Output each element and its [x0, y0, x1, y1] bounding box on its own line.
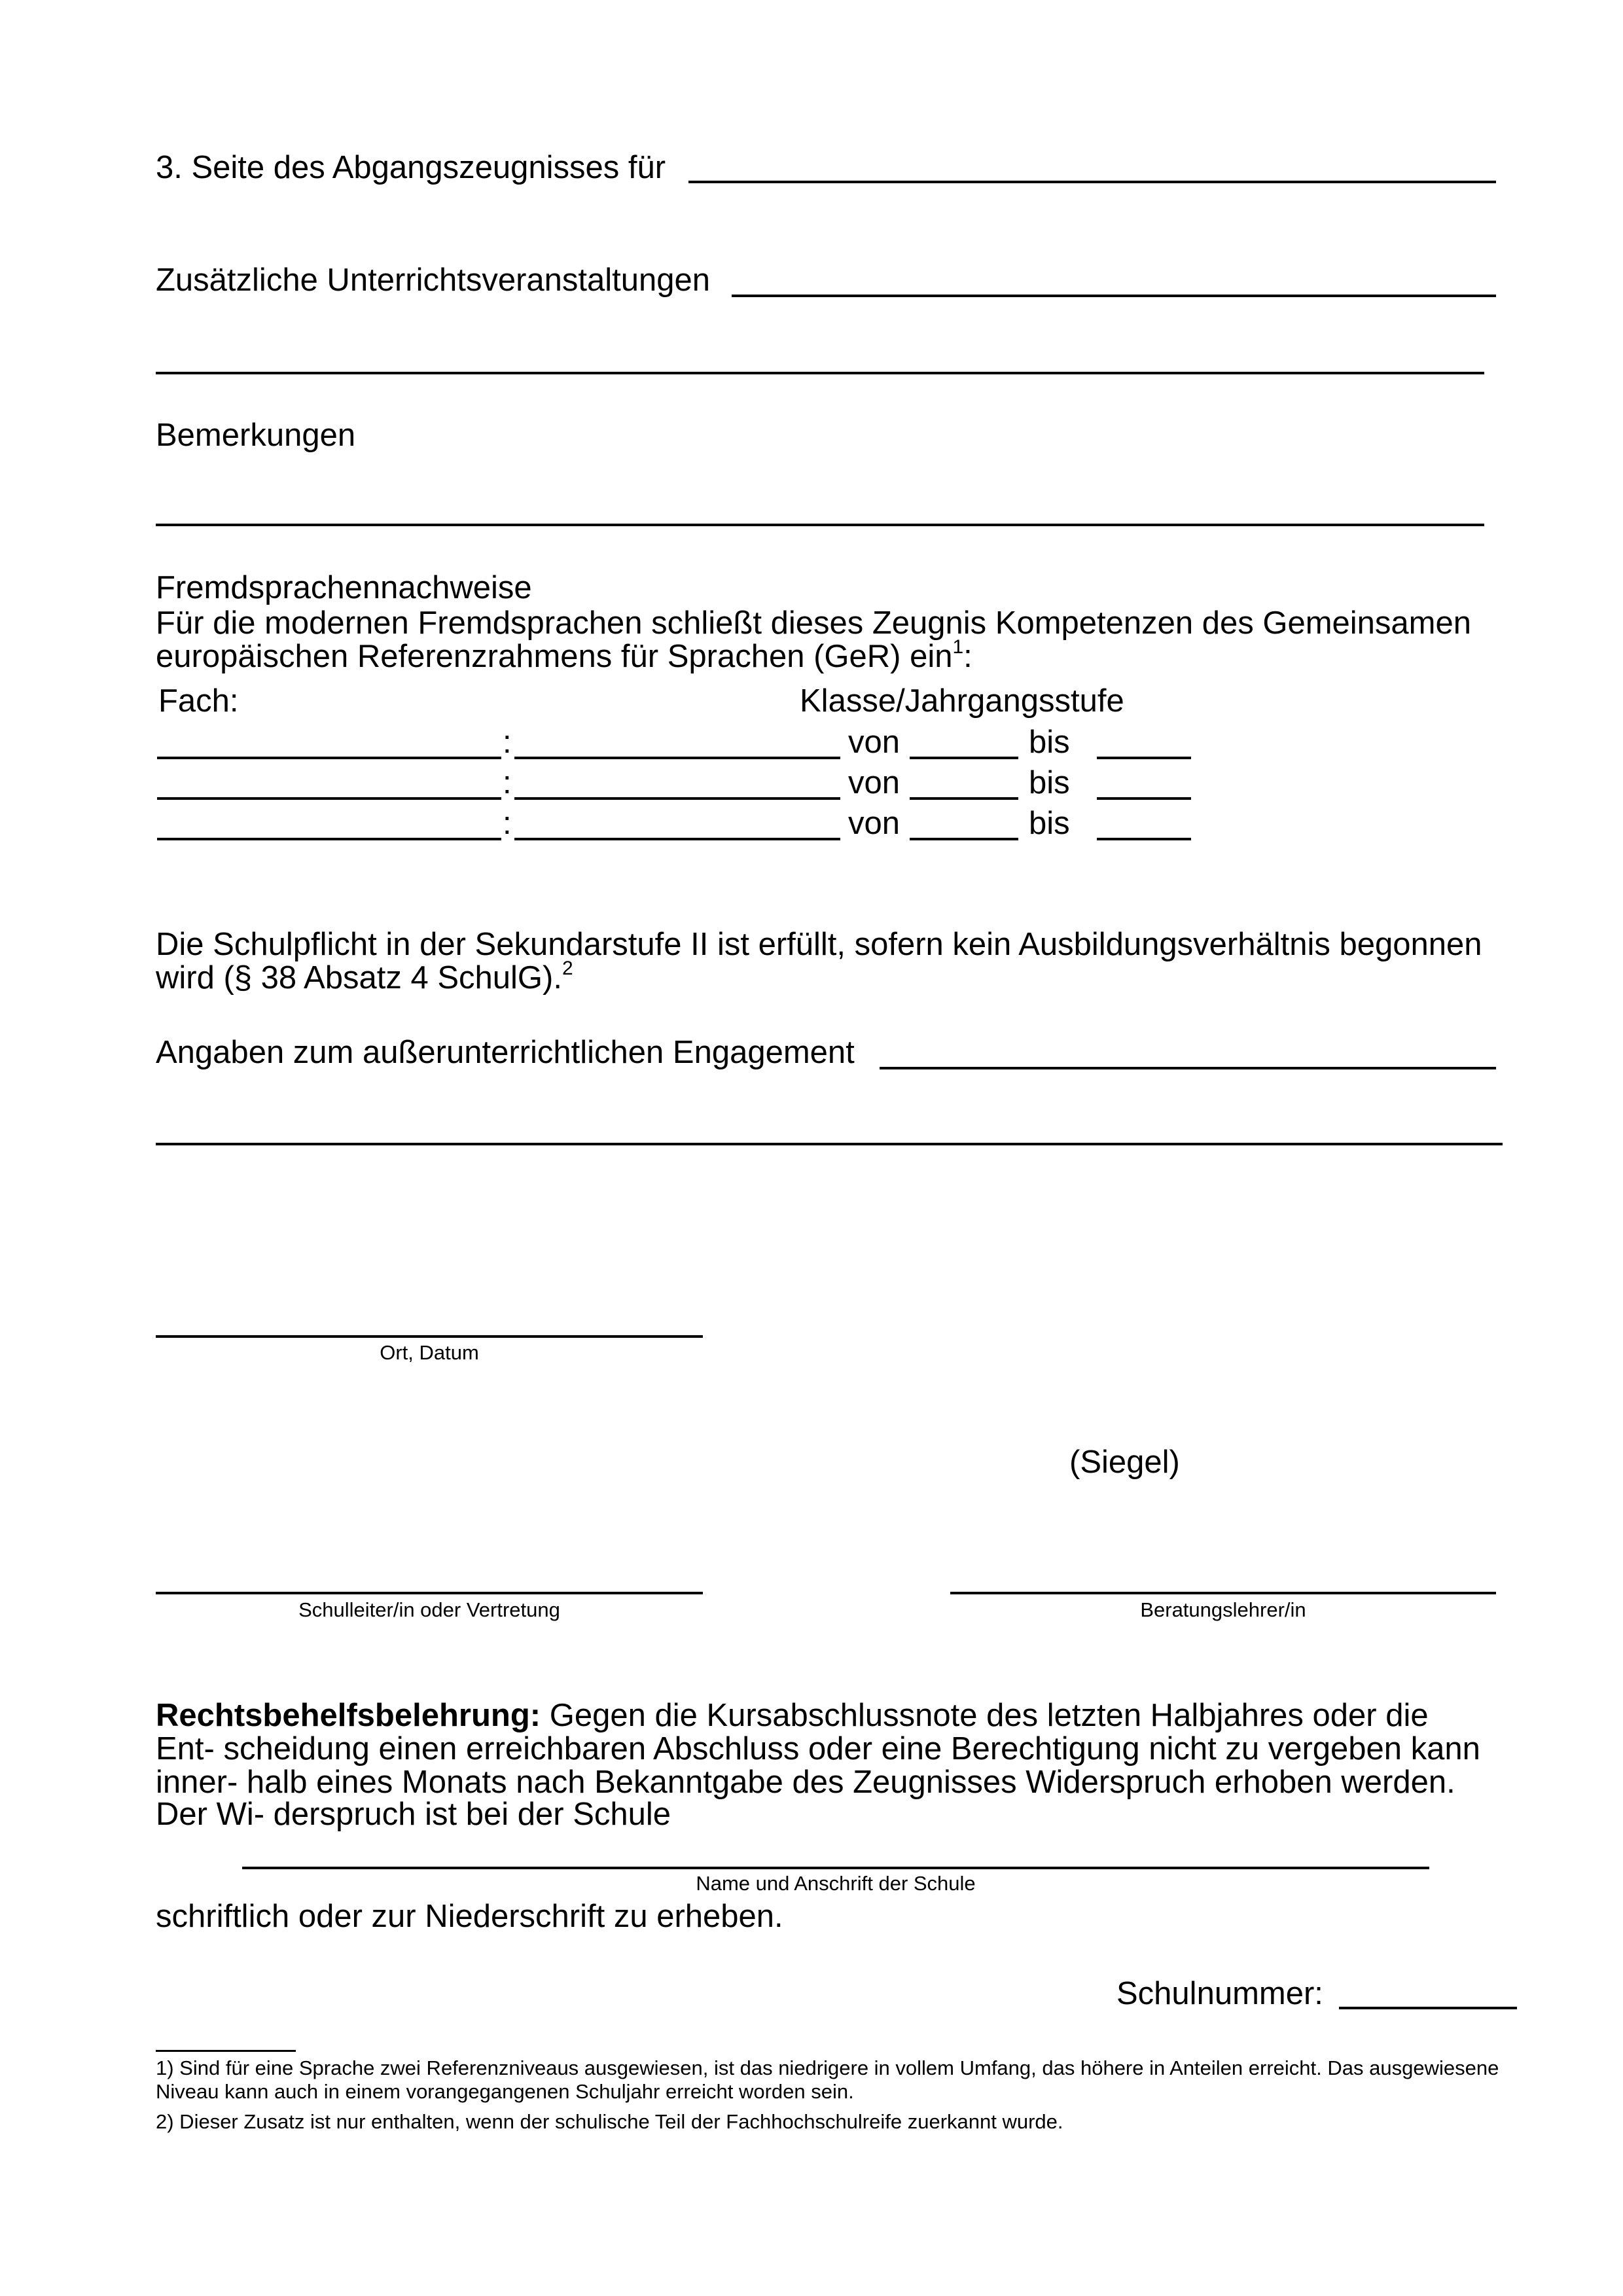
- student-name-field[interactable]: [688, 181, 1496, 183]
- to-grade-field[interactable]: [1097, 797, 1191, 800]
- to-label: bis: [1029, 806, 1070, 841]
- language-subject-field[interactable]: [157, 797, 501, 800]
- engagement-field[interactable]: [880, 1067, 1496, 1069]
- legal-notice-closing: schriftlich oder zur Niederschrift zu erheben.: [156, 1899, 783, 1934]
- seal-label: (Siegel): [1069, 1444, 1180, 1480]
- counselor-signature-field[interactable]: [950, 1592, 1496, 1594]
- principal-signature-field[interactable]: [156, 1592, 703, 1594]
- school-number-label: Schulnummer:: [1116, 1976, 1323, 2011]
- footnote-2: 2) Dieser Zusatz ist nur enthalten, wenn der schulische Teil der Fachhochschulreife zuerkannt wurde.: [156, 2110, 1063, 2133]
- from-label: von: [848, 806, 901, 841]
- principal-caption: Schulleiter/in oder Vertretung: [298, 1598, 560, 1621]
- from-grade-field[interactable]: [910, 797, 1018, 800]
- to-label: bis: [1029, 725, 1070, 760]
- language-subject-field[interactable]: [157, 838, 501, 840]
- footnote-1-line1: 1) Sind für eine Sprache zwei Referenzniveaus ausgewiesen, ist das niedrigere in vollem Umfang, das höhere in Anteilen erreicht. Das ausgewiesene: [156, 2056, 1499, 2079]
- from-grade-field[interactable]: [910, 757, 1018, 759]
- legal-notice-heading: Rechtsbehelfsbelehrung:: [156, 1698, 541, 1733]
- footnote-1-line2: Niveau kann auch in einem vorangegangenen Schuljahr erreicht worden sein.: [156, 2080, 854, 2103]
- language-subject-field[interactable]: [157, 757, 501, 759]
- footnote-ref-1: 1: [952, 636, 964, 658]
- compulsory-text-line2: wird (§ 38 Absatz 4 SchulG).$^2$: [156, 957, 573, 996]
- place-date-field[interactable]: [156, 1335, 703, 1338]
- class-column-header: Klasse/Jahrgangsstufe: [800, 683, 1124, 719]
- to-grade-field[interactable]: [1097, 838, 1191, 840]
- language-level-field[interactable]: [514, 757, 840, 759]
- from-grade-field[interactable]: [910, 838, 1018, 840]
- footnote-ref-2: 2: [562, 957, 573, 979]
- engagement-field-line2[interactable]: [156, 1143, 1503, 1145]
- extra-courses-field-line2[interactable]: [156, 372, 1484, 374]
- remarks-field[interactable]: [156, 524, 1484, 526]
- school-address-field[interactable]: [242, 1867, 1429, 1869]
- language-level-field[interactable]: [514, 797, 840, 800]
- certificate-page-label: 3. Seite des Abgangszeugnisses für: [156, 150, 666, 185]
- from-label: von: [848, 765, 901, 800]
- legal-notice-line1: Rechtsbehelfsbelehrung: Gegen die Kursabschlussnote des letzten Halbjahres oder die: [156, 1698, 1429, 1733]
- row-colon: :: [503, 765, 512, 800]
- languages-text-line2: europäischen Referenzrahmens für Sprachen (GeR) ein$^1$:: [156, 636, 972, 674]
- legal-notice-line3: inner- halb eines Monats nach Bekanntgabe des Zeugnisses Widerspruch erhoben werden.: [156, 1765, 1455, 1800]
- remarks-label: Bemerkungen: [156, 418, 356, 453]
- extra-courses-label: Zusätzliche Unterrichtsveranstaltungen: [156, 262, 711, 298]
- languages-heading: Fremdsprachennachweise: [156, 570, 532, 605]
- from-label: von: [848, 725, 901, 760]
- legal-notice-line4: Der Wi- derspruch ist bei der Schule: [156, 1797, 671, 1832]
- extra-courses-field[interactable]: [732, 295, 1496, 297]
- counselor-caption: Beratungslehrer/in: [1140, 1598, 1306, 1621]
- legal-notice-line2: Ent- scheidung einen erreichbaren Abschluss oder eine Berechtigung nicht zu vergeben kann: [156, 1731, 1480, 1767]
- engagement-label: Angaben zum außerunterrichtlichen Engagement: [156, 1035, 855, 1070]
- school-address-caption: Name und Anschrift der Schule: [696, 1872, 976, 1895]
- row-colon: :: [503, 725, 512, 760]
- footnote-separator: [156, 2050, 296, 2052]
- to-grade-field[interactable]: [1097, 757, 1191, 759]
- compulsory-text-line1: Die Schulpflicht in der Sekundarstufe II ist erfüllt, sofern kein Ausbildungsverhältnis begonnen: [156, 927, 1482, 962]
- to-label: bis: [1029, 765, 1070, 800]
- row-colon: :: [503, 806, 512, 841]
- school-number-field[interactable]: [1339, 2007, 1517, 2009]
- languages-text-line1: Für die modernen Fremdsprachen schließt dieses Zeugnis Kompetenzen des Gemeinsamen: [156, 605, 1472, 641]
- subject-column-header: Fach:: [158, 683, 239, 719]
- language-level-field[interactable]: [514, 838, 840, 840]
- place-date-caption: Ort, Datum: [380, 1341, 479, 1364]
